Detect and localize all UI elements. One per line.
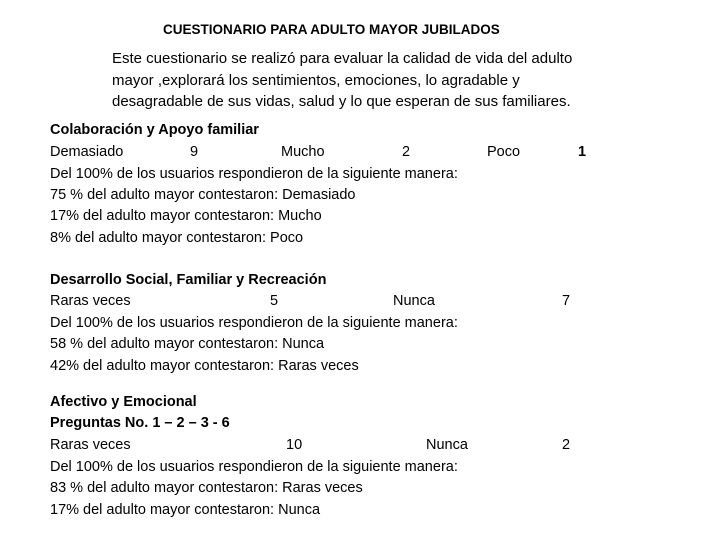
result-line: 58 % del adulto mayor contestaron: Nunca <box>50 336 325 352</box>
count-label: Raras veces <box>50 437 131 453</box>
count-label: Nunca <box>393 293 435 309</box>
count-value: 10 <box>286 437 303 453</box>
count-value: 9 <box>190 144 199 160</box>
count-value: 5 <box>270 293 279 309</box>
result-line: 75 % del adulto mayor contestaron: Demasiado <box>50 187 356 203</box>
result-line: 17% del adulto mayor contestaron: Mucho <box>50 208 322 224</box>
intro-line: mayor ,explorará los sentimientos, emociones, lo agradable y <box>112 72 520 89</box>
count-value: 2 <box>562 437 571 453</box>
count-label: Demasiado <box>50 144 124 160</box>
section-subheading: Preguntas No. 1 – 2 – 3 - 6 <box>50 415 230 431</box>
section-heading: Afectivo y Emocional <box>50 394 197 410</box>
result-line: 83 % del adulto mayor contestaron: Raras veces <box>50 480 363 496</box>
count-value: 2 <box>402 144 411 160</box>
section-heading: Desarrollo Social, Familiar y Recreación <box>50 272 327 288</box>
document-title: CUESTIONARIO PARA ADULTO MAYOR JUBILADOS <box>163 22 500 37</box>
count-value: 7 <box>562 293 571 309</box>
result-line: Del 100% de los usuarios respondieron de la siguiente manera: <box>50 166 458 182</box>
result-line: Del 100% de los usuarios respondieron de la siguiente manera: <box>50 459 458 475</box>
count-label: Nunca <box>426 437 468 453</box>
count-value: 1 <box>578 144 587 160</box>
count-label: Raras veces <box>50 293 131 309</box>
intro-line: Este cuestionario se realizó para evaluar la calidad de vida del adulto <box>112 50 573 67</box>
intro-line: desagradable de sus vidas, salud y lo que esperan de sus familiares. <box>112 93 571 110</box>
section-heading: Colaboración y Apoyo familiar <box>50 122 259 138</box>
result-line: 17% del adulto mayor contestaron: Nunca <box>50 502 321 518</box>
count-label: Poco <box>487 144 521 160</box>
result-line: Del 100% de los usuarios respondieron de la siguiente manera: <box>50 315 458 331</box>
result-line: 42% del adulto mayor contestaron: Raras veces <box>50 358 359 374</box>
result-line: 8% del adulto mayor contestaron: Poco <box>50 230 304 246</box>
count-label: Mucho <box>281 144 325 160</box>
